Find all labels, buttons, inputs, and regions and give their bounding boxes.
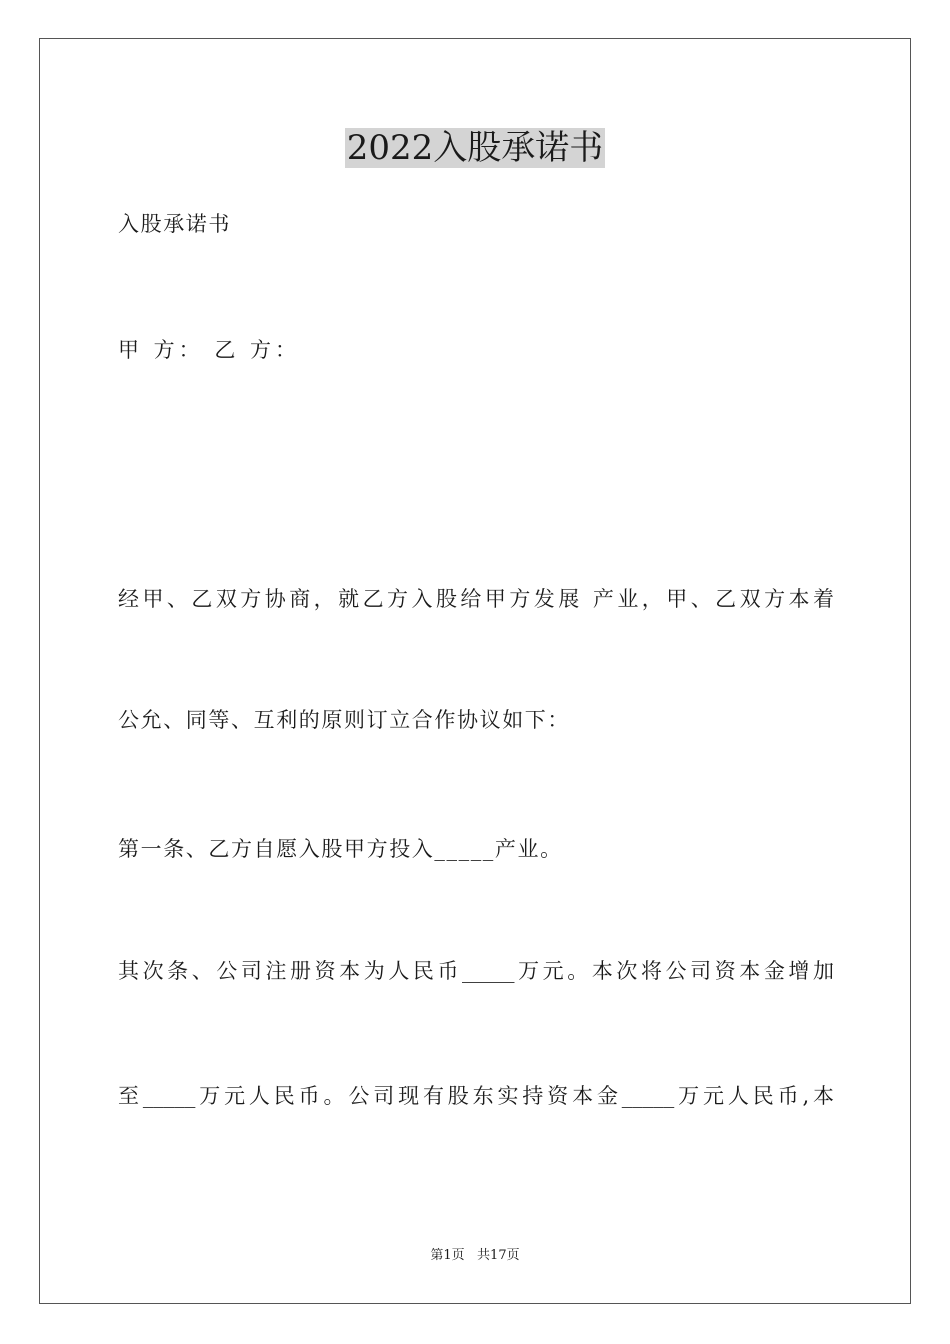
paragraph-line-2: 公允、同等、互利的原则订立合作协议如下：	[118, 708, 570, 732]
parties-line: 甲 方： 乙 方：	[118, 338, 301, 362]
document-title: 2022入股承诺书	[346, 128, 604, 168]
page-number-footer: 第1页 共17页	[430, 1248, 520, 1263]
paragraph-line-4: 其次条、公司注册资本为人民币_____万元。本次将公司资本金增加	[118, 959, 834, 983]
paragraph-line-1: 经甲、乙双方协商，就乙方入股给甲方发展 产业，甲、乙双方本着	[118, 587, 834, 611]
document-subtitle: 入股承诺书	[118, 212, 231, 236]
paragraph-line-5: 至_____万元人民币。公司现有股东实持资本金_____万元人民币,本	[118, 1084, 834, 1108]
paragraph-line-3: 第一条、乙方自愿入股甲方投入_____产业。	[118, 837, 563, 861]
